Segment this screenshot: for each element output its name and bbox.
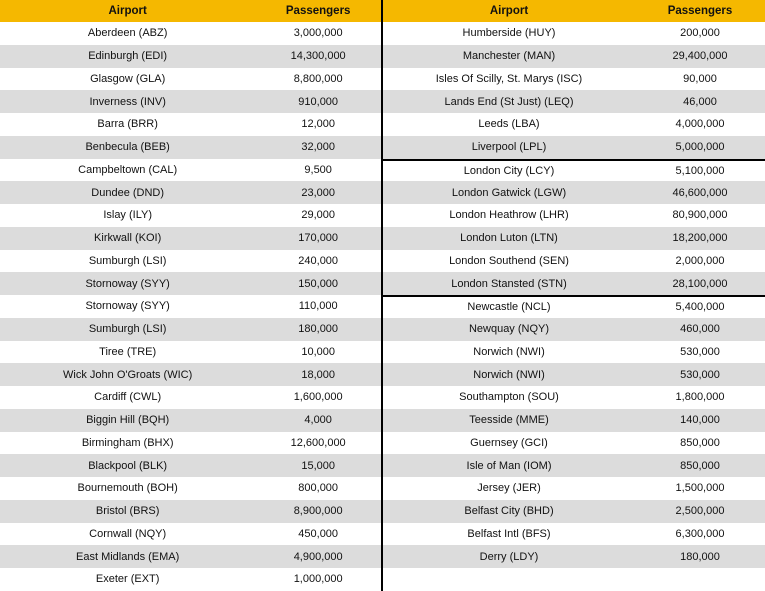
passengers-cell: 150,000 — [298, 277, 339, 290]
passengers-column-header[interactable]: Passengers — [285, 5, 351, 17]
table-row — [0, 272, 381, 295]
airport-cell: Humberside (HUY) — [462, 27, 556, 40]
airport-cell: Lands End (St Just) (LEQ) — [444, 95, 574, 108]
passengers-cell: 28,100,000 — [672, 277, 728, 290]
airport-cell: Bristol (BRS) — [95, 505, 160, 518]
passengers-cell: 29,400,000 — [672, 50, 728, 63]
airport-cell: Aberdeen (ABZ) — [87, 27, 168, 40]
table-row — [0, 113, 381, 136]
table-row — [0, 363, 381, 386]
airport-cell: Sumburgh (LSI) — [88, 254, 167, 267]
passengers-cell: 14,300,000 — [290, 50, 346, 63]
table-row — [0, 341, 381, 364]
airport-cell: London Southend (SEN) — [449, 254, 569, 267]
passengers-cell: 110,000 — [298, 300, 338, 313]
airport-cell: Teesside (MME) — [469, 414, 549, 427]
passengers-cell: 1,600,000 — [293, 391, 343, 404]
passengers-cell: 5,400,000 — [675, 301, 725, 314]
table-row — [383, 90, 765, 113]
airport-cell: Leeds (LBA) — [478, 118, 540, 131]
table-row — [0, 22, 381, 45]
table-row — [0, 136, 381, 159]
airport-column-header[interactable]: Airport — [489, 5, 529, 17]
passengers-cell: 6,300,000 — [675, 527, 725, 540]
passengers-cell: 32,000 — [301, 141, 335, 154]
passengers-cell: 530,000 — [680, 368, 720, 381]
passengers-cell: 18,200,000 — [672, 232, 728, 245]
table-row — [0, 409, 381, 432]
airport-cell: London Gatwick (LGW) — [451, 186, 567, 199]
table-row — [0, 45, 381, 68]
table-row — [383, 250, 765, 273]
passengers-cell: 4,000 — [304, 414, 332, 427]
passengers-cell: 2,000,000 — [675, 254, 725, 267]
passengers-cell: 5,100,000 — [675, 164, 725, 177]
passengers-cell: 29,000 — [301, 209, 335, 222]
table-row — [0, 318, 381, 341]
airport-cell: London Luton (LTN) — [460, 232, 558, 245]
table-row — [383, 363, 765, 386]
airport-cell: Islay (ILY) — [103, 209, 153, 222]
passengers-cell: 90,000 — [683, 72, 717, 85]
table-row — [383, 409, 765, 432]
passengers-cell: 80,900,000 — [672, 209, 728, 222]
table-row — [0, 159, 381, 182]
table-row — [0, 295, 381, 318]
airport-cell: Glasgow (GLA) — [90, 72, 166, 85]
airport-cell: Newquay (NQY) — [468, 323, 550, 336]
airport-cell: Newcastle (NCL) — [467, 301, 551, 314]
airport-cell: Barra (BRR) — [97, 118, 158, 131]
airport-cell: Bournemouth (BOH) — [77, 482, 178, 495]
passengers-cell: 140,000 — [680, 414, 720, 427]
passengers-cell: 530,000 — [680, 345, 720, 358]
passengers-cell: 3,000,000 — [293, 27, 343, 40]
airport-cell: Sumburgh (LSI) — [88, 323, 167, 336]
table-row — [383, 318, 765, 341]
passengers-cell: 15,000 — [301, 459, 335, 472]
passengers-cell: 8,800,000 — [293, 72, 343, 85]
airport-cell: Jersey (JER) — [477, 482, 541, 495]
table-row — [383, 204, 765, 227]
passengers-cell: 1,000,000 — [293, 573, 343, 586]
passengers-cell: 46,000 — [683, 95, 717, 108]
passengers-cell: 910,000 — [298, 95, 339, 108]
table-row — [383, 500, 765, 523]
right-table — [383, 0, 765, 568]
airport-cell: Biggin Hill (BQH) — [86, 414, 170, 427]
airport-cell: London City (LCY) — [463, 164, 555, 177]
airport-cell: East Midlands (EMA) — [76, 550, 180, 563]
airport-cell: Norwich (NWI) — [473, 345, 545, 358]
table-row — [383, 432, 765, 455]
airport-cell: Derry (LDY) — [479, 550, 539, 563]
airport-cell: Guernsey (GCI) — [470, 436, 548, 449]
table-row — [383, 45, 765, 68]
table-row — [383, 295, 765, 318]
airport-cell: London Stansted (STN) — [451, 277, 567, 290]
table-row — [0, 477, 381, 500]
airport-cell: Wick John O'Groats (WIC) — [63, 368, 193, 381]
table-row — [0, 204, 381, 227]
table-row — [0, 454, 381, 477]
airport-cell: Benbecula (BEB) — [85, 141, 170, 154]
airport-cell: Kirkwall (KOI) — [94, 232, 162, 245]
table-row — [383, 136, 765, 159]
table-row — [383, 68, 765, 91]
left-table-body — [0, 22, 381, 591]
passengers-cell: 850,000 — [680, 459, 720, 472]
airport-cell: Liverpool (LPL) — [471, 141, 547, 154]
airport-cell: Inverness (INV) — [89, 95, 166, 108]
airport-cell: Belfast City (BHD) — [464, 505, 554, 518]
table-row — [383, 341, 765, 364]
right-table-header — [383, 0, 765, 22]
table-row — [383, 454, 765, 477]
passengers-cell: 4,900,000 — [293, 550, 343, 563]
table-row — [0, 181, 381, 204]
airport-cell: Isle of Man (IOM) — [466, 459, 552, 472]
airport-cell: London Heathrow (LHR) — [449, 209, 569, 222]
passengers-column-header[interactable]: Passengers — [667, 5, 733, 17]
table-row — [0, 250, 381, 273]
passengers-cell: 23,000 — [301, 186, 335, 199]
passengers-cell: 4,000,000 — [675, 118, 725, 131]
passengers-cell: 200,000 — [680, 27, 720, 40]
table-row — [0, 500, 381, 523]
airport-cell: Belfast Intl (BFS) — [467, 527, 551, 540]
table-row — [383, 227, 765, 250]
passengers-cell: 2,500,000 — [675, 505, 725, 518]
table-row — [0, 90, 381, 113]
passengers-cell: 12,000 — [301, 118, 335, 131]
airport-cell: Isles Of Scilly, St. Marys (ISC) — [435, 72, 583, 85]
table-row — [383, 477, 765, 500]
passengers-cell: 800,000 — [298, 482, 339, 495]
airport-cell: Campbeltown (CAL) — [78, 163, 178, 176]
table-row — [383, 113, 765, 136]
passengers-cell: 850,000 — [680, 436, 720, 449]
passengers-cell: 46,600,000 — [672, 186, 728, 199]
table-row — [0, 568, 381, 591]
table-row — [383, 22, 765, 45]
table-row — [0, 227, 381, 250]
airport-cell: Manchester (MAN) — [462, 50, 556, 63]
airport-cell: Stornoway (SYY) — [85, 300, 170, 313]
passengers-cell: 180,000 — [680, 550, 720, 563]
passengers-cell: 9,500 — [304, 163, 332, 176]
passengers-cell: 450,000 — [298, 527, 339, 540]
passengers-cell: 460,000 — [680, 323, 720, 336]
airport-cell: Birmingham (BHX) — [81, 436, 174, 449]
passengers-cell: 10,000 — [301, 345, 335, 358]
airport-cell: Tiree (TRE) — [99, 345, 157, 358]
airport-column-header[interactable]: Airport — [108, 5, 147, 17]
table-row — [0, 432, 381, 455]
airport-cell: Stornoway (SYY) — [85, 277, 170, 290]
table-row — [383, 272, 765, 295]
passengers-cell: 1,500,000 — [675, 482, 725, 495]
airport-cell: Exeter (EXT) — [95, 573, 160, 586]
left-table-header — [0, 0, 381, 22]
table-row — [383, 545, 765, 568]
right-table-body — [383, 22, 765, 568]
airport-cell: Cardiff (CWL) — [94, 391, 162, 404]
passengers-cell: 8,900,000 — [293, 505, 343, 518]
table-row — [383, 386, 765, 409]
airport-cell: Edinburgh (EDI) — [88, 50, 168, 63]
table-row — [0, 545, 381, 568]
passengers-cell: 240,000 — [298, 254, 339, 267]
passengers-cell: 1,800,000 — [675, 391, 725, 404]
airport-cell: Norwich (NWI) — [473, 368, 545, 381]
airport-cell: Cornwall (NQY) — [89, 527, 167, 540]
table-row — [383, 181, 765, 204]
table-row — [383, 159, 765, 182]
passengers-cell: 18,000 — [301, 368, 335, 381]
airport-cell: Blackpool (BLK) — [88, 459, 168, 472]
passengers-cell: 180,000 — [298, 323, 339, 336]
passengers-cell: 12,600,000 — [290, 436, 346, 449]
airport-cell: Dundee (DND) — [91, 186, 165, 199]
table-row — [0, 386, 381, 409]
table-row — [0, 523, 381, 546]
table-row — [383, 523, 765, 546]
table-row — [0, 68, 381, 91]
airport-cell: Southampton (SOU) — [459, 391, 559, 404]
passengers-cell: 5,000,000 — [675, 141, 725, 154]
passengers-cell: 170,000 — [298, 232, 339, 245]
